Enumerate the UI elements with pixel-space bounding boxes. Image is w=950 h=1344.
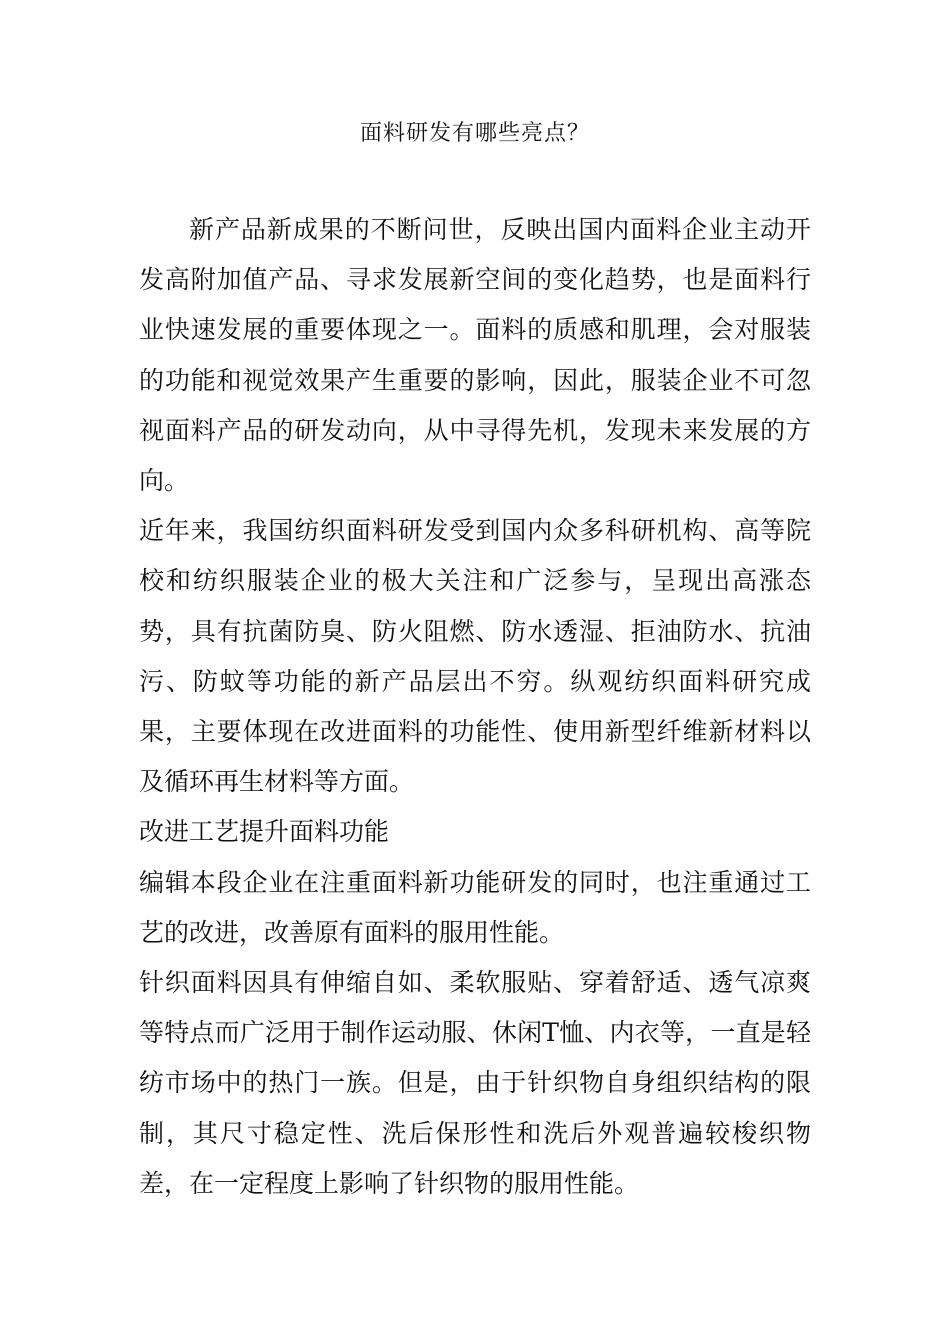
paragraph-intro: 新产品新成果的不断问世，反映出国内面料企业主动开发高附加值产品、寻求发展新空间的变化趋势，也是面料行业快速发展的重要体现之一。面料的质感和肌理，会对服装的功能和视觉效果产生重要的影响，因此，服装企业不可忽视面料产品的研发动向，从中寻得先机，发现未来发展的方向。 xyxy=(139,215,811,496)
paragraph-research-trend: 近年来，我国纺织面料研发受到国内众多科研机构、高等院校和纺织服装企业的极大关注和广泛参与，呈现出高涨态势，具有抗菌防臭、防火阻燃、防水透湿、拒油防水、抗油污、防蚊等功能的新产品层出不穷。纵观纺织面料研究成果，主要体现在改进面料的功能性、使用新型纤维新材料以及循环再生材料等方面。 xyxy=(139,516,811,797)
document-title: 面料研发有哪些亮点？ xyxy=(359,121,590,146)
paragraph-process-improvement: 编辑本段企业在注重面料新功能研发的同时，也注重通过工艺的改进，改善原有面料的服用性能。 xyxy=(139,867,811,947)
paragraph-knit-fabric: 针织面料因具有伸缩自如、柔软服贴、穿着舒适、透气凉爽等特点而广泛用于制作运动服、休闲T恤、内衣等，一直是轻纺市场中的热门一族。但是，由于针织物自身组织结构的限制，其尺寸稳定性、洗后保形性和洗后外观普遍较梭织物差，在一定程度上影响了针织物的服用性能。 xyxy=(139,968,811,1198)
document-body xyxy=(139,205,811,1209)
section-heading: 改进工艺提升面料功能 xyxy=(139,817,390,847)
